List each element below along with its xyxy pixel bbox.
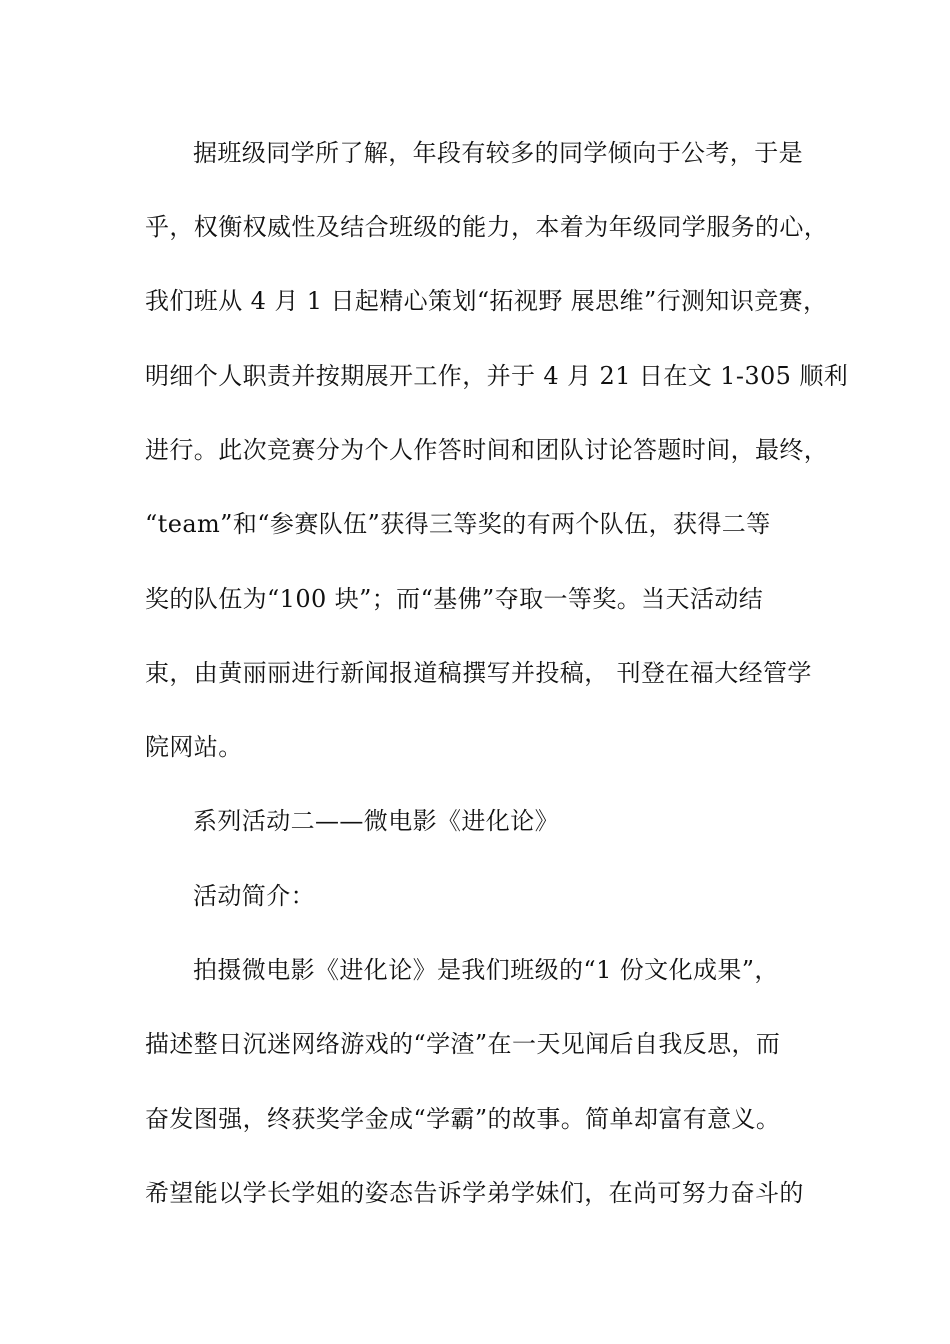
paragraph-1-line-6: “team”和“参赛队伍”获得三等奖的有两个队伍，获得二等 [145, 510, 771, 538]
section-heading: 系列活动二——微电影《进化论》 [193, 807, 559, 835]
paragraph-1-line-7: 奖的队伍为“100 块”；而“基佛”夺取一等奖。当天活动结 [145, 585, 764, 613]
paragraph-1-line-3: 我们班从 4 月 1 日起精心策划“拓视野 展思维”行测知识竞赛， [145, 287, 828, 315]
paragraph-1-line-5: 进行。此次竞赛分为个人作答时间和团队讨论答题时间，最终， [145, 436, 829, 464]
paragraph-2-line-3: 奋发图强，终获奖学金成“学霸”的故事。简单却富有意义。 [145, 1105, 781, 1133]
paragraph-1-line-4: 明细个人职责并按期展开工作，并于 4 月 21 日在文 1-305 顺利 [145, 362, 849, 390]
paragraph-1-line-2: 乎，权衡权威性及结合班级的能力，本着为年级同学服务的心， [145, 213, 829, 241]
paragraph-1-line-1: 据班级同学所了解，年段有较多的同学倾向于公考，于是 [193, 139, 803, 167]
paragraph-2-line-2: 描述整日沉迷网络游戏的“学渣”在一天见闻后自我反思，而 [145, 1030, 781, 1058]
paragraph-2-line-1: 拍摄微电影《进化论》是我们班级的“1 份文化成果”， [193, 956, 779, 984]
intro-heading: 活动简介： [193, 882, 315, 910]
paragraph-1-line-8: 束，由黄丽丽进行新闻报道稿撰写并投稿， 刊登在福大经管学 [145, 659, 812, 687]
paragraph-1-line-9: 院网站。 [145, 733, 243, 761]
paragraph-2-line-4: 希望能以学长学姐的姿态告诉学弟学妹们，在尚可努力奋斗的 [145, 1179, 804, 1207]
